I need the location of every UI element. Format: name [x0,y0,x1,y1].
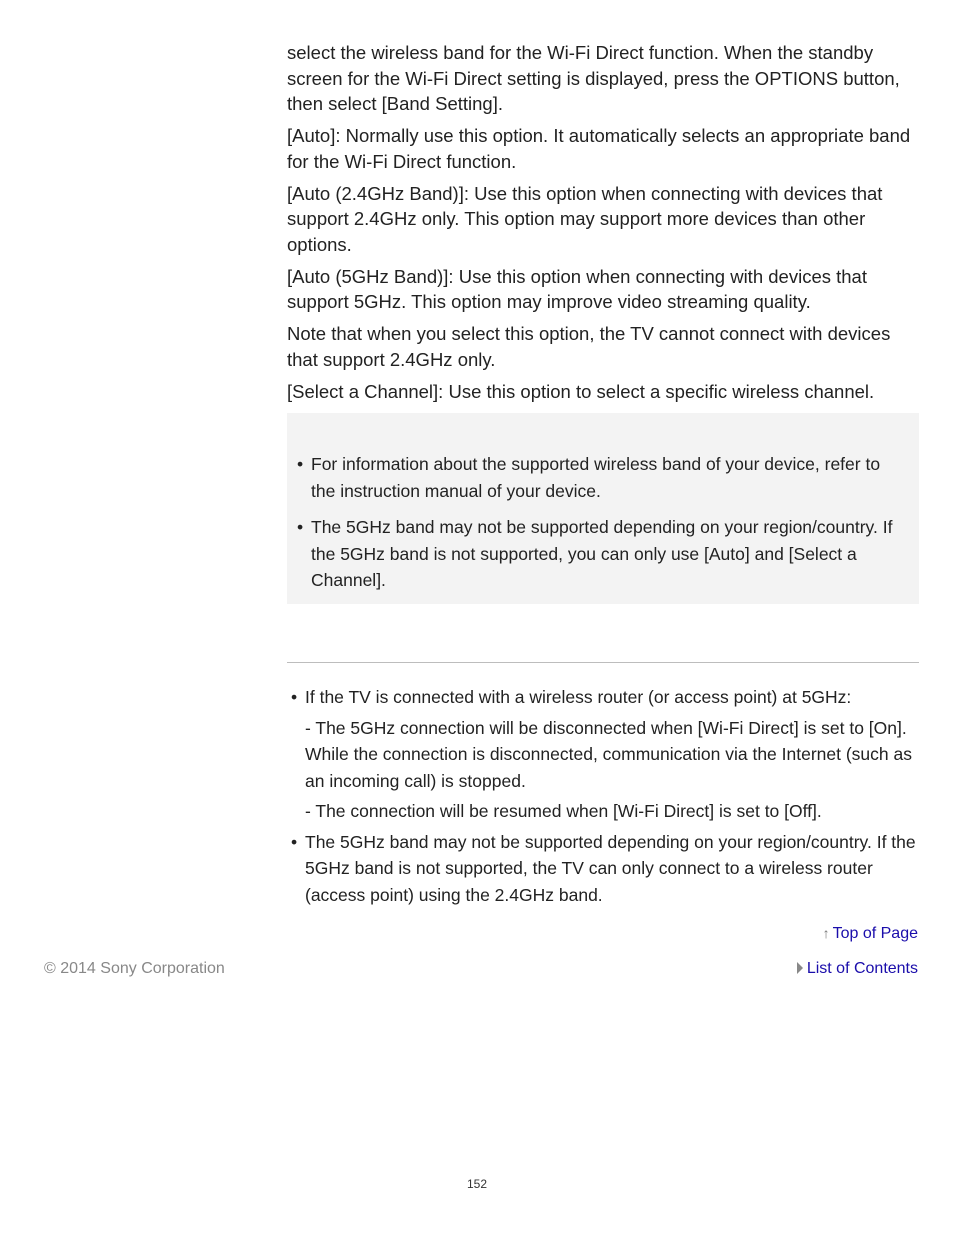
paragraph-auto-5ghz: [Auto (5GHz Band)]: Use this option when connecting with devices that support 5GHz. This option may improve video streaming quality. [287,265,867,312]
bullet: • [291,831,298,852]
note-text: For information about the supported wireless band of your device, refer to the instruction manual of your device. [311,454,881,501]
hint-text: The 5GHz band may not be supported depending on your region/country. If the 5GHz band is not supported, the TV can only connect to a wireless router (access point) using the 2.4GHz band. [305,831,916,905]
play-triangle-icon [797,962,803,974]
list-of-contents-link[interactable] [797,960,918,978]
note-box [287,413,919,604]
copyright: © 2014 Sony Corporation [44,960,225,977]
section-divider [287,662,919,663]
hint-list [291,684,919,912]
hint-item [291,829,919,909]
top-of-page-link[interactable] [823,925,918,943]
up-arrow-icon: ↑ [822,925,830,941]
bullet: • [291,687,298,707]
main-content [287,40,919,604]
paragraph-auto-24ghz: [Auto (2.4GHz Band)]: Use this option when connecting with devices that support 2.4GHz only. This option may support more devices than other options. [287,182,883,255]
note-item [297,514,907,594]
hint-subitem: - The connection will be resumed when [Wi-Fi Direct] is set to [Off]. [305,801,822,821]
page-number: 152 [466,1177,488,1191]
note-item [297,451,907,504]
bullet: • [297,454,304,474]
paragraph-auto: [Auto]: Normally use this option. It automatically selects an appropriate band for the Wi-Fi Direct function. [287,125,911,172]
hint-subitem: - The 5GHz connection will be disconnected when [Wi-Fi Direct] is set to [On]. While the connection is disconnected, communication via the Internet (such as an incoming call) is stopped. [305,717,912,791]
list-of-contents-label: List of Contents [806,960,918,977]
hint-text: If the TV is connected with a wireless router (or access point) at 5GHz: [305,687,852,707]
bullet: • [297,517,304,537]
paragraph-note-24ghz: Note that when you select this option, the TV cannot connect with devices that support 2.4GHz only. [287,323,891,370]
top-of-page-label: Top of Page [832,925,918,942]
paragraph-select-channel: [Select a Channel]: Use this option to select a specific wireless channel. [287,380,875,402]
paragraph-band-intro: select the wireless band for the Wi-Fi Direct function. When the standby screen for the Wi-Fi Direct setting is displayed, press the OPTIONS button, then select [Band Setting]. [287,42,900,114]
note-text: The 5GHz band may not be supported depending on your region/country. If the 5GHz band is not supported, you can only use [Auto] and [Select a Channel]. [311,517,893,590]
hint-item [291,684,919,711]
